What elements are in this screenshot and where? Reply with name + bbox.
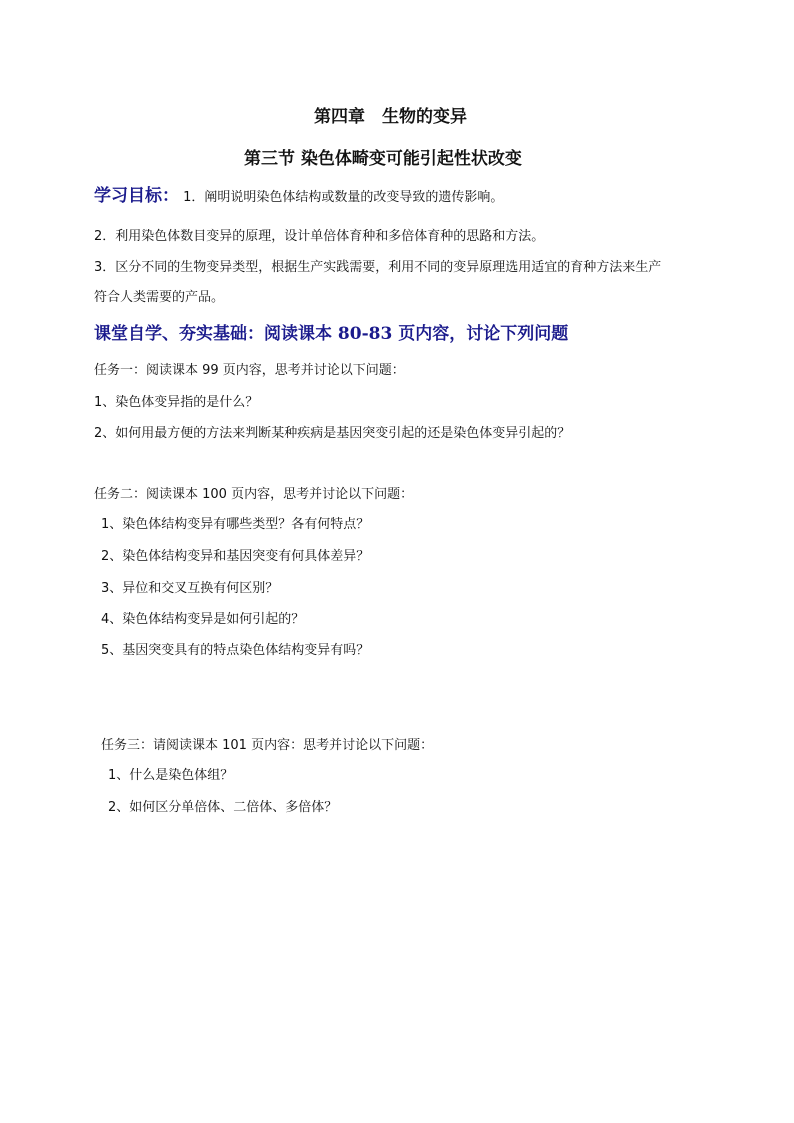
task3-question-1: 1、什么是染色体组？	[108, 768, 234, 783]
task2-question-4: 4、染色体结构变异是如何引起的？	[101, 612, 305, 627]
section-title: 第三节 染色体畸变可能引起性状改变	[244, 149, 522, 169]
task1-title: 任务一：阅读课本 99 页内容，思考并讨论以下问题：	[94, 363, 405, 378]
task2-question-1: 1、染色体结构变异有哪些类型？各有何特点？	[101, 517, 370, 532]
task2-question-5: 5、基因突变具有的特点染色体结构变异有吗？	[101, 643, 370, 658]
class-heading: 课堂自学、夯实基础：阅读课本 80-83 页内容，讨论下列问题	[94, 324, 569, 344]
task3-title: 任务三：请阅读课本 101 页内容：思考并讨论以下问题：	[101, 738, 434, 753]
task2-question-2: 2、染色体结构变异和基因突变有何具体差异？	[101, 549, 370, 564]
chapter-title: 第四章 生物的变异	[314, 107, 467, 127]
task2-question-3: 3、异位和交叉互换有何区别？	[101, 581, 279, 596]
objective-item-1: 1．阐明说明染色体结构或数量的改变导致的遗传影响。	[183, 190, 504, 205]
objective-item-3: 3．区分不同的生物变异类型，根据生产实践需要，利用不同的变异原理选用适宜的育种方法来生产	[94, 260, 662, 275]
task1-question-1: 1、染色体变异指的是什么？	[94, 395, 259, 410]
objectives-line-1	[94, 187, 503, 207]
objective-item-2: 2．利用染色体数目变异的原理，设计单倍体育种和多倍体育种的思路和方法。	[94, 229, 545, 244]
task3-question-2: 2、如何区分单倍体、二倍体、多倍体？	[108, 800, 338, 815]
task2-title: 任务二：阅读课本 100 页内容，思考并讨论以下问题：	[94, 487, 414, 502]
objective-item-3-cont: 符合人类需要的产品。	[94, 290, 225, 305]
objectives-label: 学习目标：	[94, 186, 179, 206]
task1-question-2: 2、如何用最方便的方法来判断某种疾病是基因突变引起的还是染色体变异引起的？	[94, 426, 571, 441]
